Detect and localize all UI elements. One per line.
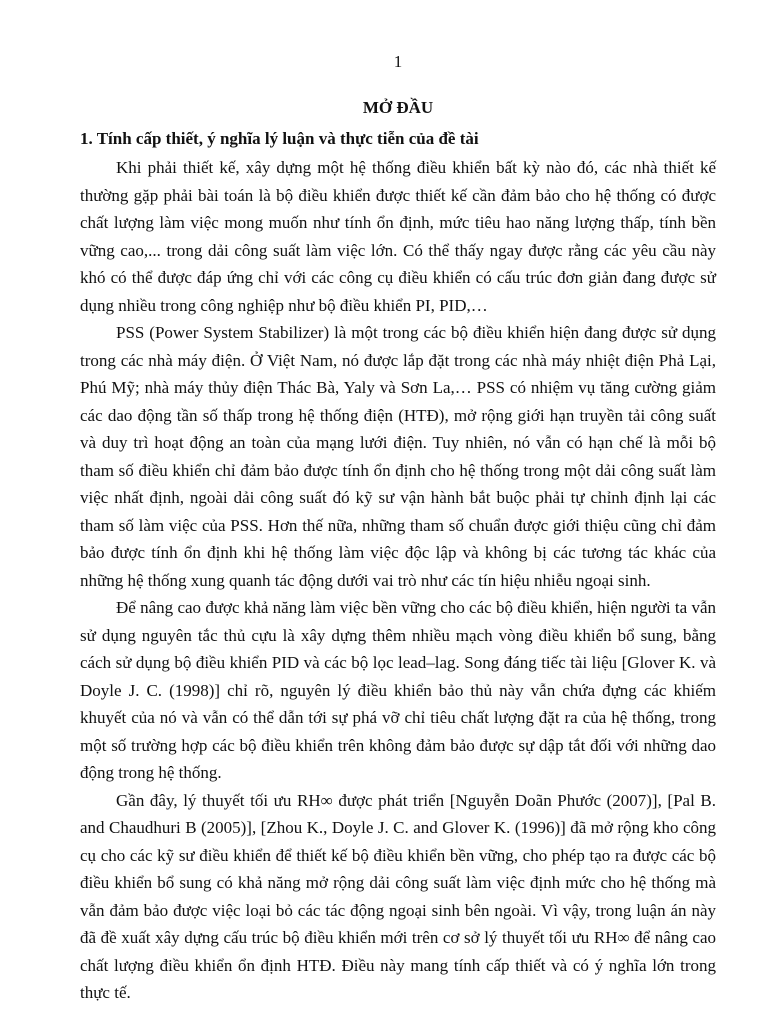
section-title: 1. Tính cấp thiết, ý nghĩa lý luận và thực tiễn của đề tài [80, 129, 479, 148]
paragraph-1: Khi phải thiết kế, xây dựng một hệ thống điều khiển bất kỳ nào đó, các nhà thiết kế thường gặp phải bài toán là bộ điều khiển được thiết kế cần đảm bảo cho hệ thống có được chất lượng làm việc mong muốn như tính ổn định, mức tiêu hao năng lượng thấp, tính bền vững cao,... trong dải công suất làm việc lớn. Có thể thấy ngay được rằng các yêu cầu này khó có thể được đáp ứng chỉ với các công cụ điều khiển có cấu trúc đơn giản đang được sử dụng nhiều trong công nghiệp như bộ điều khiển PI, PID,… [80, 158, 716, 315]
paragraph-2: PSS (Power System Stabilizer) là một trong các bộ điều khiển hiện đang được sử dụng trong các nhà máy điện. Ở Việt Nam, nó được lắp đặt trong các nhà máy nhiệt điện Phả Lại, Phú Mỹ; nhà máy thủy điện Thác Bà, Yaly và Sơn La,… PSS có nhiệm vụ tăng cường giảm các dao động tần số thấp trong hệ thống điện (HTĐ), mở rộng giới hạn truyền tải công suất và duy trì hoạt động an toàn của mạng lưới điện. Tuy nhiên, nó vẫn có hạn chế là mỗi bộ tham số điều khiển chỉ đảm bảo được tính ổn định cho hệ thống trong một dải công suất làm việc nhất định, ngoài dải công suất đó kỹ sư vận hành bắt buộc phải tự chỉnh định lại các tham số làm việc của PSS. Hơn thế nữa, những tham số chuẩn được giới thiệu cũng chỉ đảm bảo được tính ổn định khi hệ thống làm việc độc lập và không bị các tương tác khác của những hệ thống xung quanh tác động dưới vai trò như các tín hiệu nhiễu ngoại sinh. [80, 323, 716, 590]
paragraph-4: Gần đây, lý thuyết tối ưu RH∞ được phát triển [Nguyễn Doãn Phước (2007)], [Pal B. and Chaudhuri B (2005)], [Zhou K., Doyle J. C. and Glover K. (1996)] đã mở rộng kho công cụ cho các kỹ sư điều khiển để thiết kế bộ điều khiển bền vững, cho phép tạo ra được các bộ điều khiển bổ sung có khả năng mở rộng dải công suất làm việc định mức cho hệ thống mà vẫn đảm bảo được việc loại bỏ các tác động ngoại sinh bên ngoài. Vì vậy, trong luận án này đã đề xuất xây dựng cấu trúc bộ điều khiển mới trên cơ sở lý thuyết tối ưu RH∞ để nâng cao chất lượng điều khiển ổn định HTĐ. Điều này mang tính cấp thiết và có ý nghĩa lớn trong thực tế. [80, 790, 716, 1002]
document-heading: MỞ ĐẦU [362, 98, 434, 117]
page-number: 1 [393, 52, 403, 71]
paragraph-3: Để nâng cao được khả năng làm việc bền vững cho các bộ điều khiển, hiện người ta vẫn sử dụng nguyên tắc thủ cựu là xây dựng thêm nhiều mạch vòng điều khiển bổ sung, bằng cách sử dụng bộ điều khiển PID và các bộ lọc lead–lag. Song đáng tiếc tài liệu [Glover K. và Doyle J. C. (1998)] chỉ rõ, nguyên lý điều khiển bảo thủ này vẫn chứa đựng các khiếm khuyết của nó và vẫn có thể dẫn tới sự phá vỡ chỉ tiêu chất lượng đặt ra của hệ thống, trong một số trường hợp các bộ điều khiển trên không đảm bảo được sự dập tắt đối với những dao động trong hệ thống. [80, 598, 716, 782]
